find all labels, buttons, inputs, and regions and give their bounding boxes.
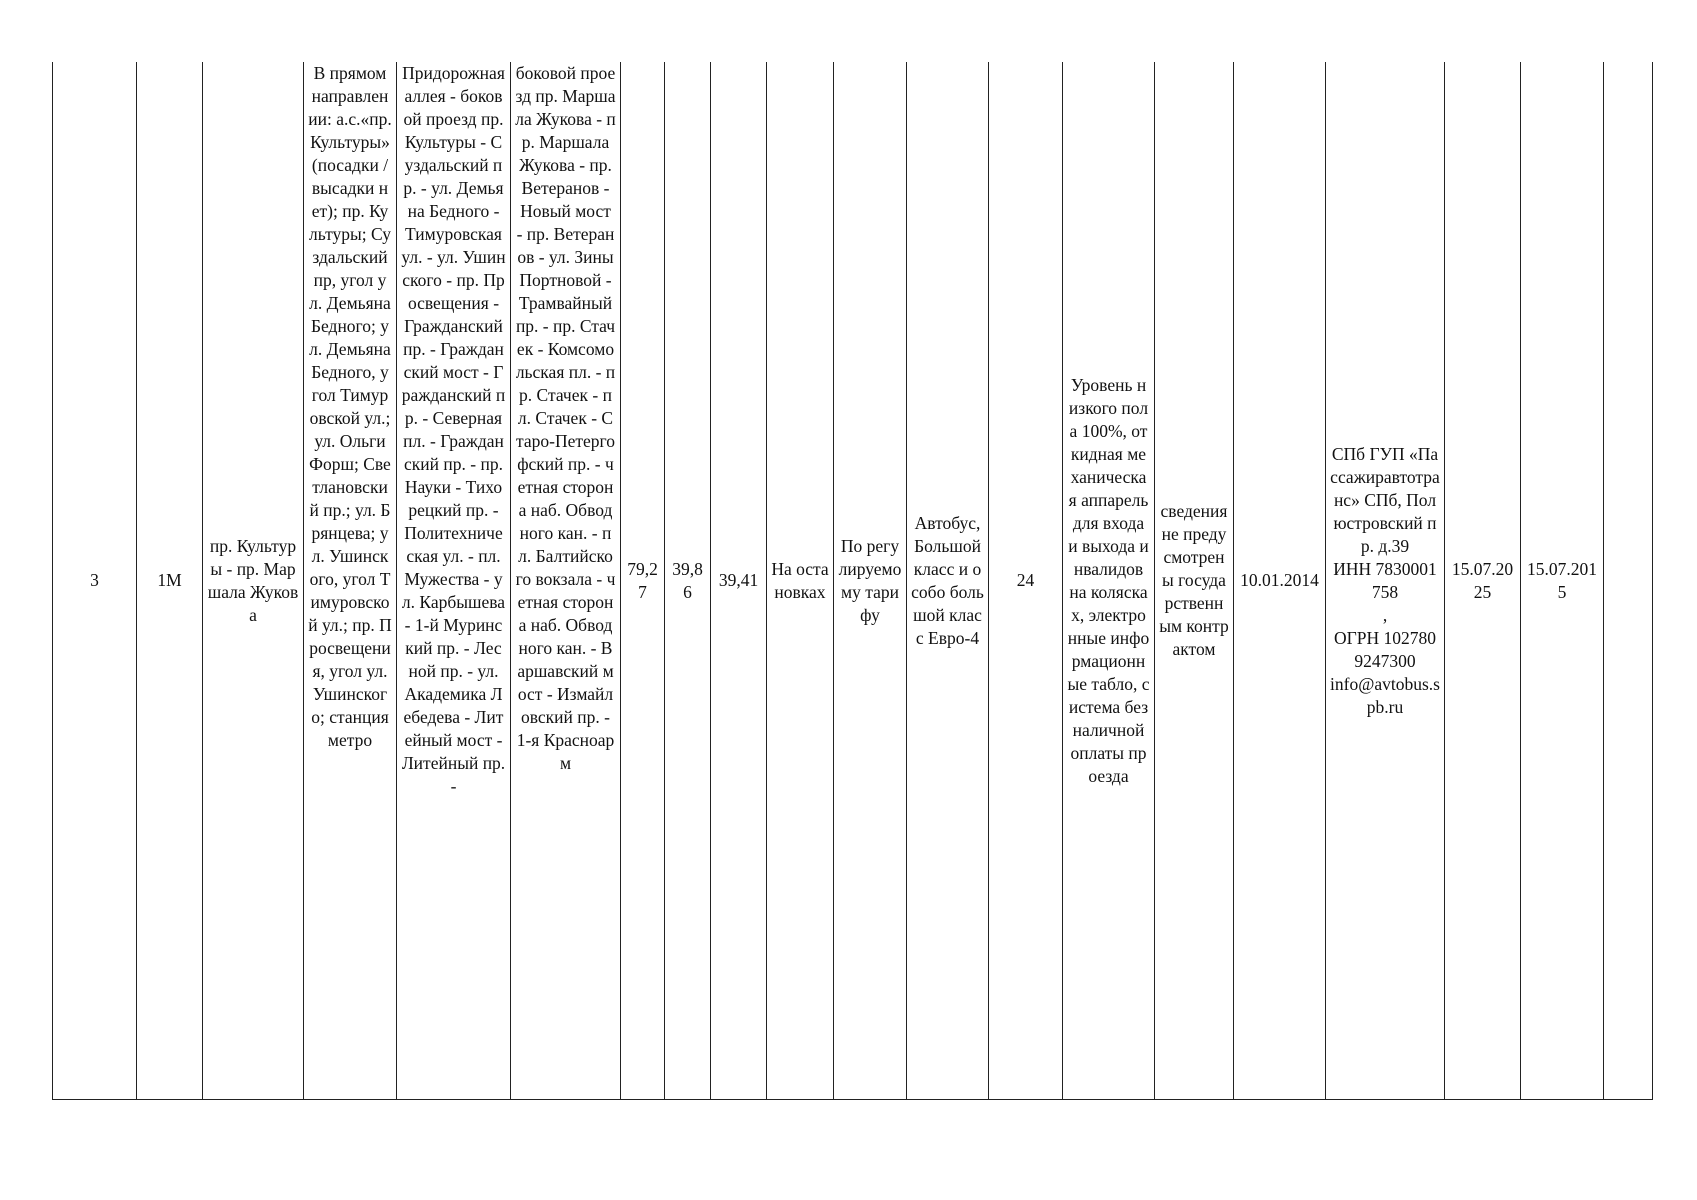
carrier-info: СПб ГУП «Пассажиравтотранс» СПб, Полюстровский пр. д.39 ИНН 7830001758 , ОГРН 1027809247300 info@avtobus.spb.ru <box>1326 62 1445 1100</box>
route-streets-segment-2: боковой проезд пр. Маршала Жукова - пр. Маршала Жукова - пр. Ветеранов - Новый мост - пр. Ветеранов - ул. Зины Портновой - Трамвайный пр. - пр. Стачек - Комсомольская пл. - пр. Стачек - пл. Стачек - Старо-Петергофский пр. - четная сторона наб. Обводного кан. - пл. Балтийского вокзала - четная сторона наб. Обводного кан. - Варшавский мост - Измайловский пр. - 1-я Красноарм <box>511 62 621 1100</box>
route-stops: В прямом направлении: а.с.«пр. Культуры» (посадки /высадки нет); пр. Культуры; Суздальский пр, угол ул. Демьяна Бедного; ул. Демьяна Бедного, угол Тимуровской ул.; ул. Ольги Форш; Светлановский пр.; ул. Брянцева; ул. Ушинского, угол Тимуровской ул.; пр. Просвещения, угол ул. Ушинского; станция метро <box>304 62 397 1100</box>
contract-info: сведения не предусмотрены государственным контрактом <box>1155 62 1234 1100</box>
route-length-forward: 39,86 <box>665 62 711 1100</box>
vehicle-count: 24 <box>989 62 1063 1100</box>
tariff-type: По регулируемому тарифу <box>834 62 907 1100</box>
start-date: 10.01.2014 <box>1234 62 1326 1100</box>
vehicle-class: Автобус, Большой класс и особо большой класс Евро-4 <box>907 62 989 1100</box>
date-2: 15.07.2015 <box>1521 62 1604 1100</box>
route-streets-segment-1: Придорожная аллея - боковой проезд пр. Культуры - Суздальский пр. - ул. Демьяна Бедного - Тимуровская ул. - ул. Ушинского - пр. Просвещения - Гражданский пр. - Гражданский мост - Гражданский пр. - Северная пл. - Гражданский пр. - пр. Науки - Тихорецкий пр. - Политехническая ул. - пл. Мужества - ул. Карбышева - 1-й Муринский пр. - Лесной пр. - ул. Академика Лебедева - Литейный мост - Литейный пр. - <box>397 62 511 1100</box>
empty-last-cell <box>1604 62 1653 1100</box>
route-name: пр. Культуры - пр. Маршала Жукова <box>203 62 304 1100</box>
route-registry-table <box>52 62 1653 1100</box>
stop-order: На остановках <box>767 62 834 1100</box>
route-length-backward: 39,41 <box>711 62 767 1100</box>
vehicle-characteristics: Уровень низкого пола 100%, откидная механическая аппарель для входа и выхода инвалидов на колясках, электронные информационные табло, система безналичной оплаты проезда <box>1063 62 1155 1100</box>
table-row <box>53 62 1653 1100</box>
route-length-total: 79,27 <box>621 62 665 1100</box>
route-number: 1М <box>137 62 203 1100</box>
row-number: 3 <box>53 62 137 1100</box>
date-1: 15.07.2025 <box>1445 62 1521 1100</box>
